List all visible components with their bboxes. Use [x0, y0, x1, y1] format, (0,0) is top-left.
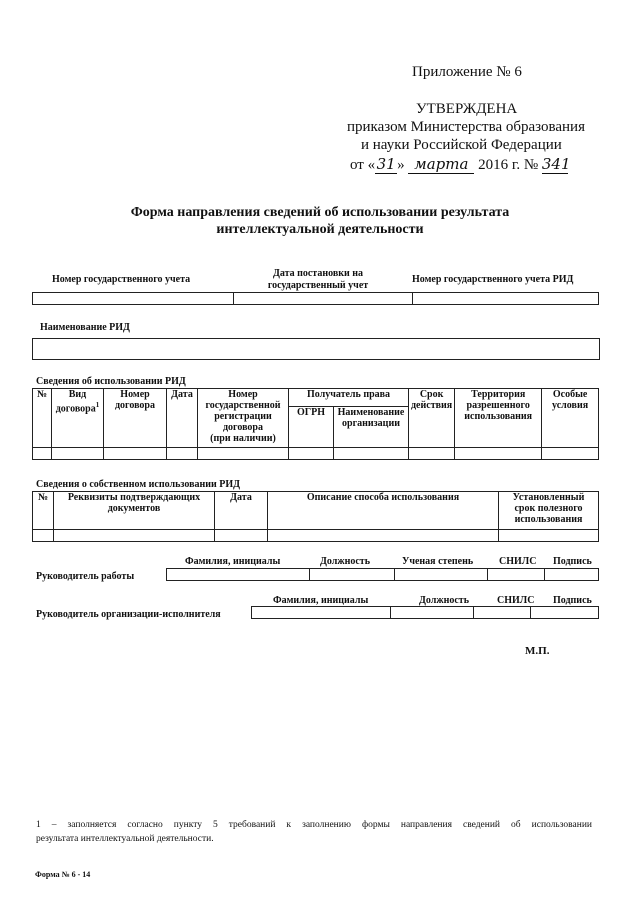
- sup-h-name: Фамилия, инициалы: [185, 556, 281, 567]
- rid-name-field[interactable]: [32, 338, 600, 360]
- usage-h-org-line-2: организации: [342, 418, 400, 429]
- supervisor-label: Руководитель работы: [36, 571, 135, 582]
- usage-h-recipient: Получатель права: [289, 389, 409, 407]
- org-name-cell[interactable]: [252, 607, 391, 619]
- reg-col-header-2: [252, 268, 384, 292]
- own-h-term-line-2: срок полезного: [514, 503, 583, 514]
- usage-h-term-line-1: Срок: [419, 389, 444, 400]
- approved-label: УТВЕРЖДЕНА: [416, 101, 518, 117]
- usage-h-special-line-1: Особые: [552, 389, 588, 400]
- own-use-section-title: Сведения о собственном использовании РИД: [36, 479, 241, 490]
- org-h-name: Фамилия, инициалы: [273, 595, 369, 606]
- own-h-docs: [54, 492, 215, 530]
- usage-h-state-line-4: договора: [223, 422, 263, 433]
- usage-h-term: [409, 389, 455, 448]
- org-h-snils: СНИЛС: [497, 595, 535, 606]
- org-h-sign: Подпись: [553, 595, 592, 606]
- title-line-1: Форма направления сведений об использовании результата: [130, 205, 510, 220]
- usage-h-state-line-2: государственной: [205, 400, 281, 411]
- usage-cell[interactable]: [33, 448, 52, 460]
- own-h-num: №: [33, 492, 54, 530]
- sup-h-position: Должность: [320, 556, 371, 567]
- usage-h-special: [542, 389, 599, 448]
- usage-cell[interactable]: [409, 448, 455, 460]
- usage-h-org-name: [334, 407, 409, 448]
- own-use-table: [32, 491, 599, 542]
- stamp-label: М.П.: [525, 645, 550, 657]
- sup-snils-cell[interactable]: [488, 569, 545, 581]
- usage-h-state-line-5: (при наличии): [210, 433, 276, 444]
- date-day: 31: [376, 155, 396, 173]
- reg-date-cell[interactable]: [234, 293, 413, 305]
- title-line-2: интеллектуальной деятельности: [216, 222, 424, 237]
- usage-h-territory-line-2: разрешенного: [466, 400, 530, 411]
- sup-sign-cell[interactable]: [545, 569, 599, 581]
- usage-h-contract-no-line-1: Номер: [120, 389, 150, 400]
- sup-position-cell[interactable]: [310, 569, 395, 581]
- org-head-table: [251, 606, 599, 619]
- usage-cell[interactable]: [104, 448, 167, 460]
- date-mid: »: [397, 157, 405, 173]
- sup-h-sign: Подпись: [553, 556, 592, 567]
- own-cell[interactable]: [268, 530, 499, 542]
- usage-h-kind-line-2: договора: [55, 403, 96, 415]
- reg-col-header-3: Номер государственного учета РИД: [412, 274, 574, 285]
- usage-h-num: №: [33, 389, 52, 448]
- sup-name-cell[interactable]: [167, 569, 310, 581]
- usage-cell[interactable]: [455, 448, 542, 460]
- own-h-docs-line-1: Реквизиты подтверждающих: [67, 492, 201, 503]
- org-h-position: Должность: [419, 595, 470, 606]
- own-h-docs-line-2: документов: [107, 503, 161, 514]
- own-h-date: Дата: [215, 492, 268, 530]
- usage-h-term-line-2: действия: [411, 400, 453, 411]
- rid-name-label: Наименование РИД: [40, 322, 130, 333]
- usage-h-kind: [52, 389, 104, 448]
- sup-h-snils: СНИЛС: [499, 556, 537, 567]
- org-sign-cell[interactable]: [531, 607, 599, 619]
- usage-h-special-line-2: условия: [552, 400, 589, 411]
- reg-col-header-2-line-2: государственный учет: [267, 280, 369, 291]
- order-line-1: приказом Министерства образования: [347, 119, 585, 135]
- usage-h-state-reg: [198, 389, 289, 448]
- own-cell[interactable]: [215, 530, 268, 542]
- usage-h-territory-line-3: использования: [464, 411, 533, 422]
- usage-h-date: Дата: [167, 389, 198, 448]
- date-month: марта: [408, 155, 474, 174]
- usage-h-ogrn: ОГРН: [289, 407, 334, 448]
- page-title: [0, 204, 640, 238]
- reg-col-header-2-line-1: Дата постановки на: [272, 268, 364, 279]
- usage-cell[interactable]: [167, 448, 198, 460]
- usage-h-kind-line-1: Вид: [68, 389, 87, 400]
- org-head-label: Руководитель организации-исполнителя: [36, 609, 221, 620]
- usage-cell[interactable]: [198, 448, 289, 460]
- usage-cell[interactable]: [52, 448, 104, 460]
- usage-h-state-line-1: Номер: [228, 389, 258, 400]
- sup-h-degree: Ученая степень: [402, 556, 474, 567]
- registration-table: [32, 292, 599, 305]
- usage-h-territory: [455, 389, 542, 448]
- own-cell[interactable]: [54, 530, 215, 542]
- supervisor-table: [166, 568, 599, 581]
- footnote-line-1: 1 – заполняется согласно пункту 5 требований к заполнению формы направления сведений об использовании: [36, 820, 592, 830]
- date-year: 2016 г. №: [478, 157, 539, 173]
- org-snils-cell[interactable]: [474, 607, 531, 619]
- usage-h-org-line-1: Наименование: [337, 407, 405, 418]
- usage-cell[interactable]: [334, 448, 409, 460]
- own-h-term-line-3: использования: [514, 514, 583, 525]
- usage-cell[interactable]: [289, 448, 334, 460]
- own-cell[interactable]: [33, 530, 54, 542]
- sup-degree-cell[interactable]: [395, 569, 488, 581]
- org-position-cell[interactable]: [391, 607, 474, 619]
- own-h-desc: Описание способа использования: [268, 492, 499, 530]
- date-prefix: от «: [350, 157, 376, 173]
- order-line-2: и науки Российской Федерации: [361, 137, 562, 153]
- usage-h-contract-no-line-2: договора: [115, 400, 155, 411]
- order-number: 341: [541, 155, 571, 173]
- usage-cell[interactable]: [542, 448, 599, 460]
- own-h-term-line-1: Установленный: [512, 492, 585, 503]
- usage-h-territory-line-1: Территория: [471, 389, 526, 400]
- usage-h-contract-no: [104, 389, 167, 448]
- appendix-label: Приложение № 6: [412, 64, 522, 80]
- own-cell[interactable]: [499, 530, 599, 542]
- usage-table: [32, 388, 599, 460]
- footnote-ref: 1: [95, 401, 100, 409]
- form-code: Форма № 6 - 14: [35, 870, 91, 879]
- reg-col-header-1: Номер государственного учета: [52, 274, 191, 285]
- reg-number-cell[interactable]: [33, 293, 234, 305]
- usage-section-title: Сведения об использовании РИД: [36, 376, 186, 387]
- footnote: [36, 818, 592, 846]
- own-h-term: [499, 492, 599, 530]
- order-date-line: [350, 155, 571, 174]
- footnote-line-2: результата интеллектуальной деятельности.: [36, 834, 214, 844]
- usage-h-state-line-3: регистрации: [214, 411, 272, 422]
- rid-reg-number-cell[interactable]: [413, 293, 599, 305]
